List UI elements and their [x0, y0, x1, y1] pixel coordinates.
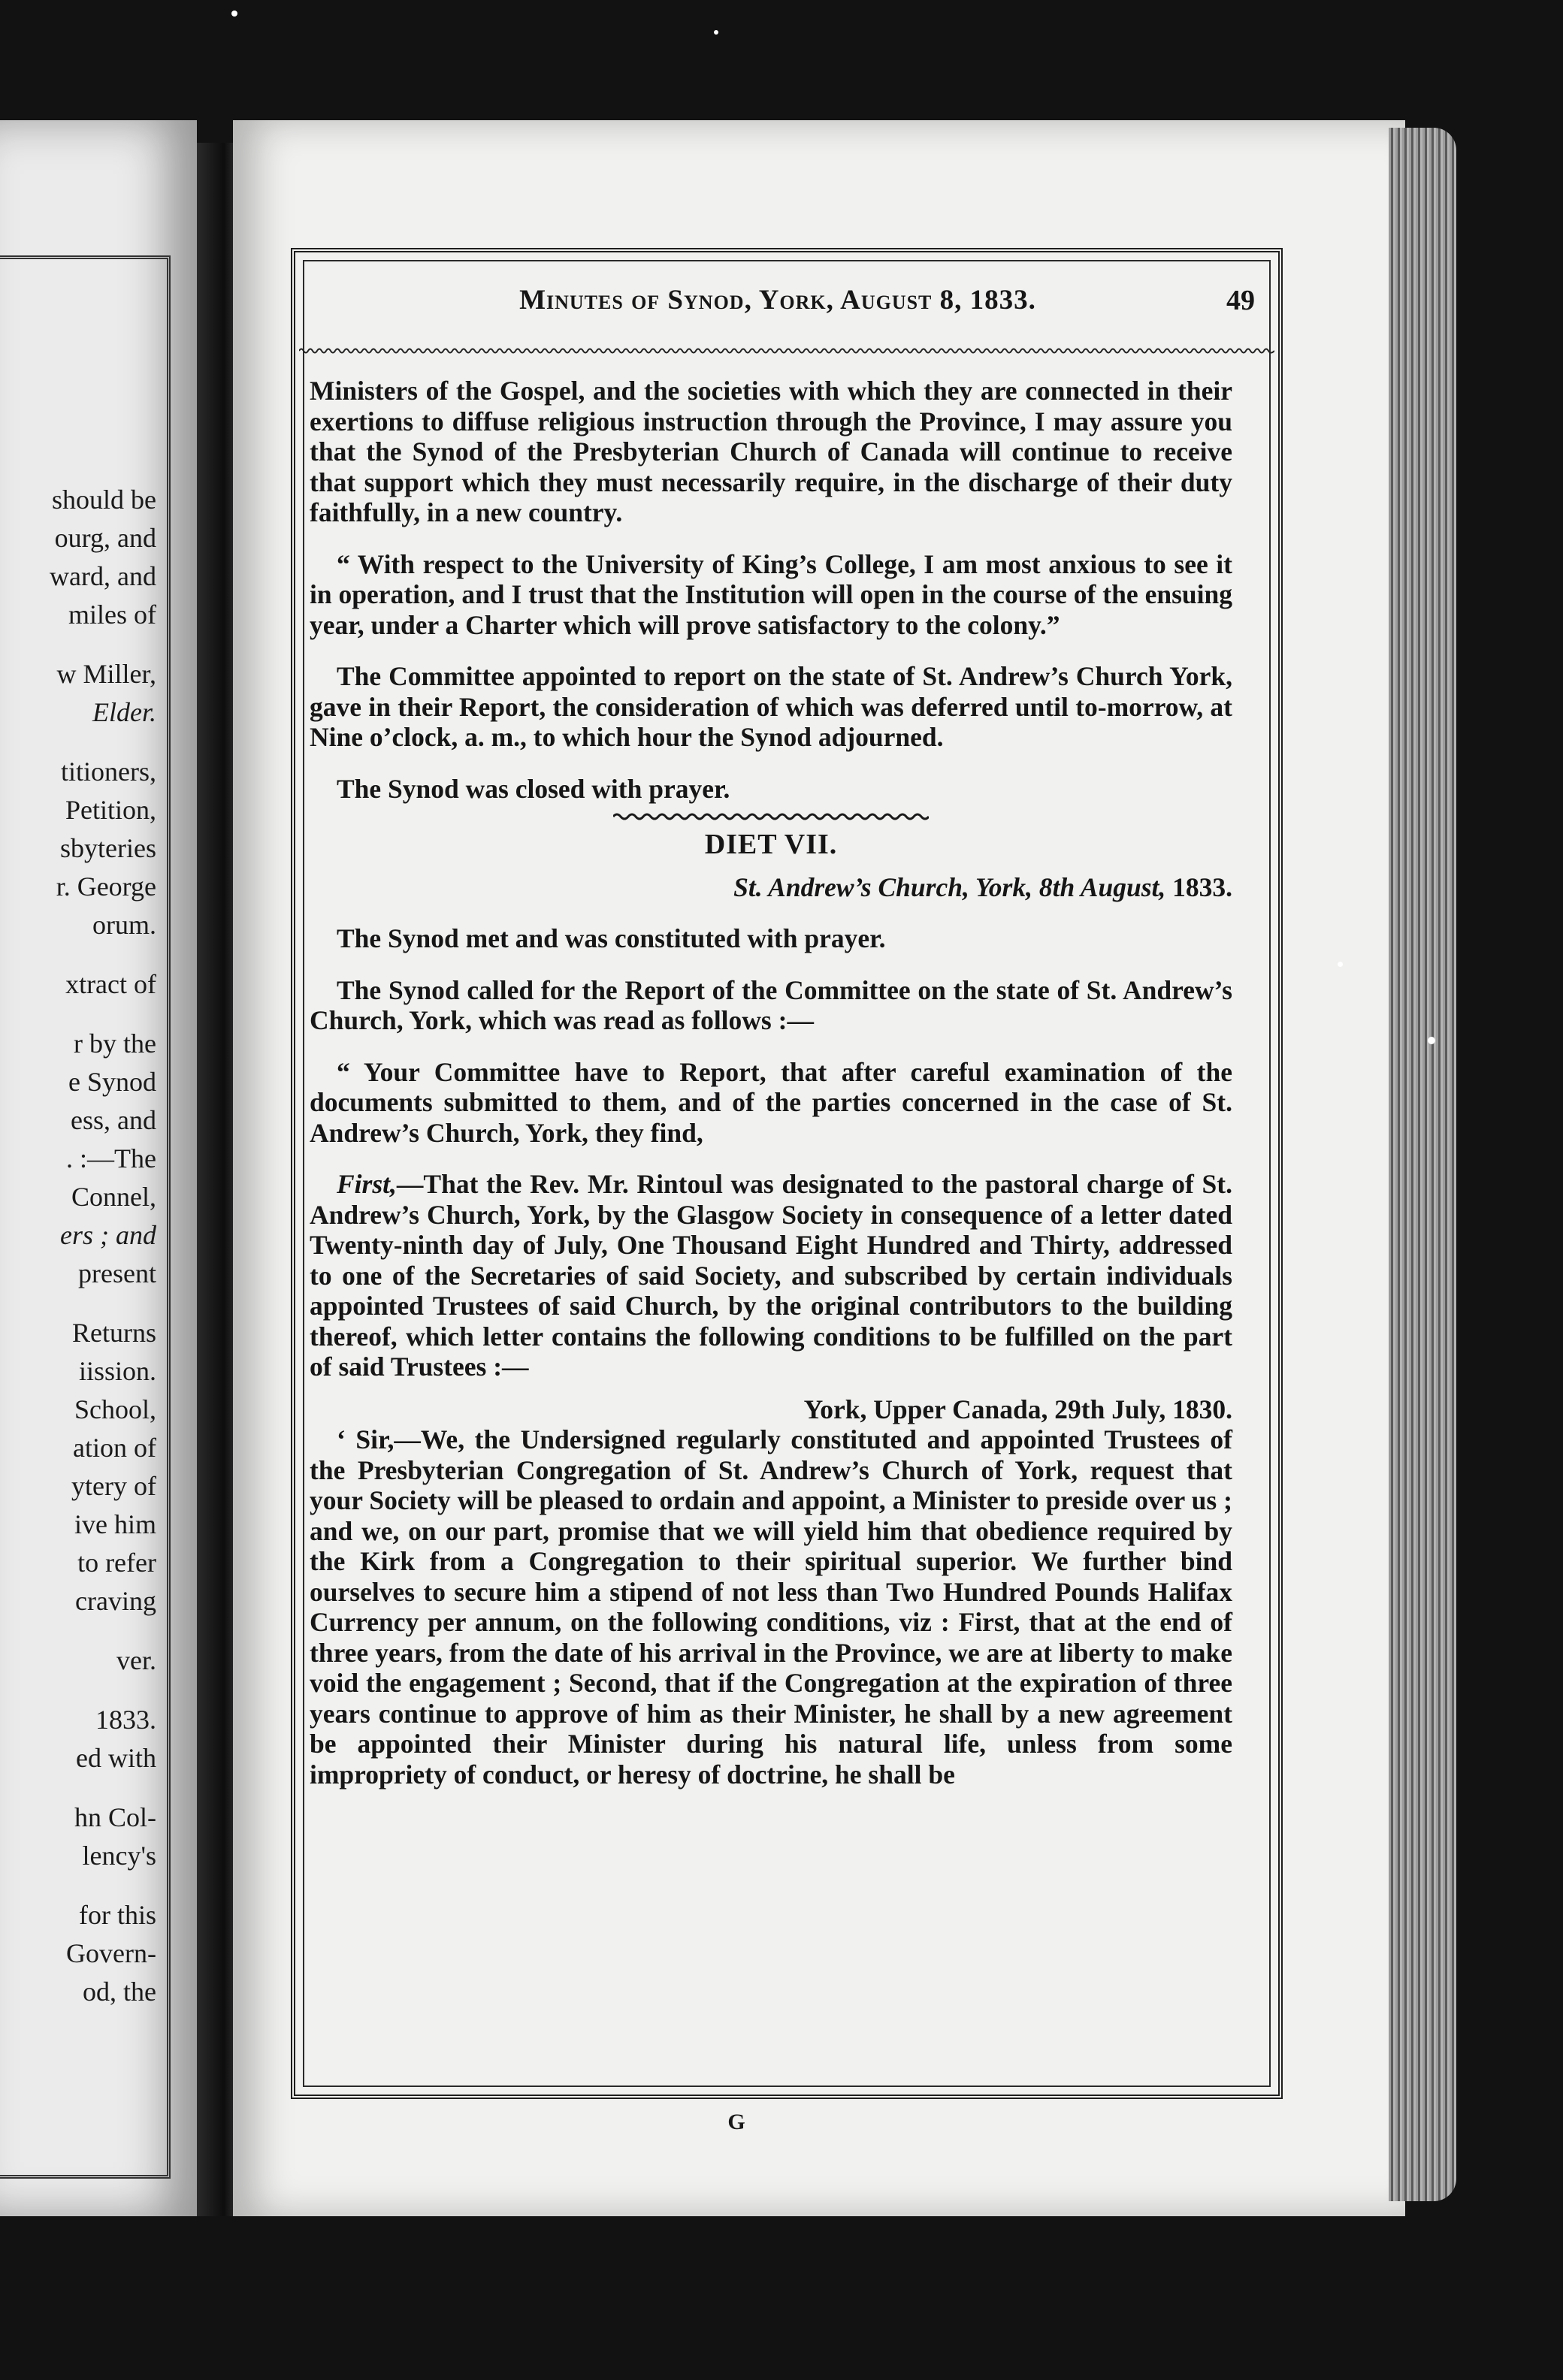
- left-page-line: Elder.: [92, 697, 156, 727]
- left-page-line: present: [78, 1258, 156, 1288]
- dateline-year: 1833.: [1172, 871, 1232, 902]
- signature-mark: G: [727, 2110, 745, 2134]
- left-page-line: Petition,: [65, 795, 156, 825]
- diet-dateline: [310, 872, 1232, 903]
- left-page-line: e Synod: [68, 1067, 156, 1097]
- paragraph-report-intro: “ Your Committee have to Report, that after careful examination of the documents submitted to them, and of the parties concerned in the case of St. Andrew’s Church, York, they find,: [310, 1056, 1232, 1148]
- left-page-gap: [0, 1293, 156, 1314]
- left-page-line: ed with: [76, 1743, 156, 1773]
- scan-speck: [1338, 962, 1343, 967]
- scan-speck: [1428, 1037, 1435, 1044]
- left-page-line: w Miller,: [56, 659, 156, 689]
- running-head: [301, 284, 1255, 322]
- left-page-line: hn Col-: [74, 1802, 156, 1832]
- paragraph-met: The Synod met and was constituted with prayer.: [337, 923, 886, 953]
- scan-speck: [231, 11, 237, 17]
- left-page-line: Returns: [72, 1318, 156, 1348]
- left-page-line: ess, and: [71, 1105, 156, 1135]
- left-page-line: for this: [79, 1900, 156, 1930]
- left-page-line: to refer: [77, 1548, 156, 1578]
- left-page-line: Connel,: [71, 1182, 156, 1212]
- scan-speck: [714, 30, 718, 35]
- left-page-line: r. George: [56, 871, 156, 902]
- first-label: First,: [337, 1169, 397, 1199]
- left-page-line: xtract of: [65, 969, 156, 999]
- page-number: 49: [1226, 285, 1255, 316]
- left-page-gap: [0, 1004, 156, 1025]
- section-ornament: [613, 811, 929, 822]
- left-page-line: School,: [74, 1394, 156, 1424]
- left-page-gap: [0, 1777, 156, 1799]
- left-page-line: iission.: [78, 1356, 156, 1386]
- left-page-line: . :—The: [66, 1143, 156, 1173]
- paragraph-committee: The Committee appointed to report on the state of St. Andrew’s Church York, gave in their Report, the consideration of which was deferred until to-morrow, at Nine o’clock, a. m., to which hour the Synod adjourned.: [310, 661, 1232, 752]
- running-head-rule: [299, 347, 1274, 355]
- left-page-line: od, the: [83, 1977, 156, 2007]
- paragraph-first-finding: [310, 1169, 1232, 1382]
- page-body-text: [310, 376, 1232, 1790]
- paragraph-closed: The Synod was closed with prayer.: [337, 773, 730, 804]
- letter-dateline: York, Upper Canada, 29th July, 1830.: [803, 1394, 1232, 1424]
- left-page-line: ver.: [116, 1645, 156, 1675]
- first-finding-text: —That the Rev. Mr. Rintoul was designated to the pastoral charge of St. Andrew’s Church, York, by the Glasgow Society in consequence of a letter dated Twenty-ninth day of July, One Thousand Eight Hundred and Thirty, addressed to one of the Secretaries of said Society, and subscribed by certain individuals appointed Trustees of said Church, by the original contributors to the building thereof, which letter contains the following conditions to be fulfilled on the part of said Trustees :—: [310, 1169, 1232, 1382]
- paragraph-university: “ With respect to the University of King’s College, I am most anxious to see it in operation, and I trust that the Institution will open in the course of the ensuing year, under a Charter which will prove satisfactory to the colony.”: [310, 548, 1232, 640]
- left-page-line: ation of: [73, 1433, 156, 1463]
- left-page-line: should be: [52, 485, 156, 515]
- paragraph-letter: ‘ Sir,—We, the Undersigned regularly constituted and appointed Trustees of the Presbyterian Congregation of St. Andrew’s Church of York, request that your Society will be pleased to ordain and appoint, a Minister to preside over us ; and we, on our part, promise that we will yield him that obedience required by the Kirk from a Congregation to their spiritual superior. We further bind ourselves to secure him a stipend of not less than Two Hundred Pounds Halifax Currency per annum, on the following conditions, viz : First, that at the end of three years, from the date of his arrival in the Province, we are at liberty to make void the engagement ; Second, that if the Congregation at the expiration of three years continue to approve of him as their Minister, he shall by a new agreement be appointed their Minister during his natural life, unless from some impropriety of conduct, or heresy of doctrine, he shall be: [310, 1424, 1232, 1790]
- left-facing-page: [0, 120, 197, 2216]
- left-page-line: 1833.: [95, 1705, 156, 1735]
- left-page-gap: [0, 1680, 156, 1701]
- paragraph-called-report: The Synod called for the Report of the Committee on the state of St. Andrew’s Church, York, which was read as follows :—: [310, 974, 1232, 1035]
- left-page-gap: [0, 1875, 156, 1896]
- left-page-gap: [0, 634, 156, 655]
- left-page-line: ive him: [74, 1509, 156, 1539]
- left-page-line: orum.: [92, 910, 156, 940]
- left-page-line: sbyteries: [60, 833, 156, 863]
- left-page-line: Govern-: [66, 1938, 156, 1968]
- left-page-line: titioners,: [61, 757, 156, 787]
- page-edges: [1389, 128, 1456, 2201]
- dateline-place: St. Andrew’s Church, York, 8th August,: [733, 871, 1166, 902]
- left-page-gap: [0, 1620, 156, 1642]
- left-page-text-column: [0, 481, 156, 2011]
- left-page-line: craving: [75, 1586, 156, 1616]
- left-page-line: ourg, and: [54, 523, 156, 553]
- running-head-title: Minutes of Synod, York, August 8, 1833.: [519, 285, 1036, 316]
- paragraph-continuation: Ministers of the Gospel, and the societies with which they are connected in their exertions to diffuse religious instruction through the Province, I may assure you that the Synod of the Presbyterian Church of Canada will continue to receive that support which they must necessarily require, in the discharge of their duty faithfully, in a new country.: [310, 376, 1232, 527]
- diet-heading: DIET VII.: [704, 829, 838, 860]
- left-page-line: ers ; and: [60, 1220, 156, 1250]
- left-page-line: ytery of: [71, 1471, 156, 1501]
- left-page-gap: [0, 944, 156, 965]
- left-page-line: lency's: [82, 1841, 156, 1871]
- left-page-gap: [0, 732, 156, 753]
- left-page-line: r by the: [74, 1028, 156, 1059]
- left-page-line: miles of: [68, 600, 156, 630]
- left-page-line: ward, and: [50, 561, 156, 591]
